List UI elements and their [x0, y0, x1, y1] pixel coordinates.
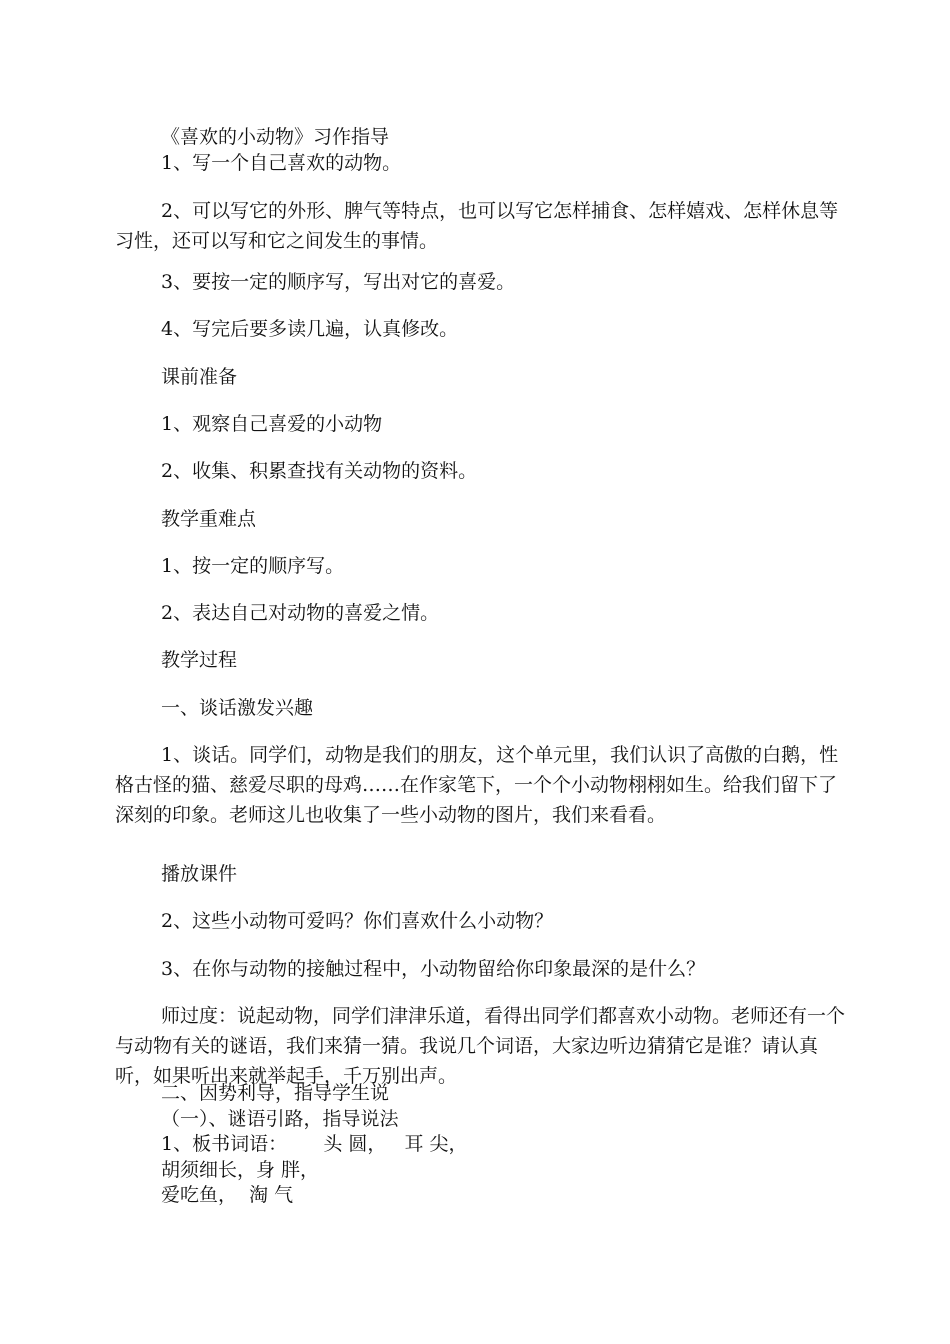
requirement-1: 1、写一个自己喜欢的动物。: [161, 152, 402, 174]
key-heading: 教学重难点: [161, 508, 257, 530]
key-item-1: 1、按一定的顺序写。: [161, 555, 345, 577]
process-heading: 教学过程: [161, 649, 238, 671]
play-courseware: 播放课件: [161, 863, 238, 885]
board-words-line-1: 1、板书词语： 头 圆， 耳 尖，: [161, 1133, 468, 1155]
question-2: 2、这些小动物可爱吗？你们喜欢什么小动物？: [161, 910, 554, 932]
section-1-heading: 一、谈话激发兴趣: [161, 697, 314, 719]
question-3: 3、在你与动物的接触过程中，小动物留给你印象最深的是什么？: [161, 958, 706, 980]
transition-paragraph: 师过度：说起动物，同学们津津乐道，看得出同学们都喜欢小动物。老师还有一个与动物有关的谜语，我们来猜一猜。我说几个词语，大家边听边猜猜它是谁？请认真听，如果听出来就举起手，千万别出声。: [115, 1005, 846, 1087]
board-words-line-3: 爱吃鱼， 淘 气: [161, 1184, 294, 1206]
prep-item-1: 1、观察自己喜爱的小动物: [161, 413, 383, 435]
board-words-line-2: 胡须细长，身 胖，: [161, 1159, 320, 1181]
prep-heading: 课前准备: [161, 366, 238, 388]
prep-item-2: 2、收集、积累查找有关动物的资料。: [161, 460, 478, 482]
requirement-3: 3、要按一定的顺序写，写出对它的喜爱。: [161, 271, 516, 293]
requirement-4: 4、写完后要多读几遍，认真修改。: [161, 318, 459, 340]
section-2-heading: 二、因势利导，指导学生说: [161, 1082, 390, 1104]
document-title: 《喜欢的小动物》习作指导: [161, 126, 390, 148]
talk-paragraph: 1、谈话。同学们，动物是我们的朋友，这个单元里，我们认识了高傲的白鹅，性格古怪的猫、慈爱尽职的母鸡……在作家笔下，一个个小动物栩栩如生。给我们留下了深刻的印象。老师这儿也收集了一些小动物的图片，我们来看看。: [115, 744, 839, 826]
key-item-2: 2、表达自己对动物的喜爱之情。: [161, 602, 440, 624]
subsection-1-heading: （一）、谜语引路，指导说法: [161, 1108, 399, 1130]
requirement-2: 2、可以写它的外形、脾气等特点，也可以写它怎样捕食、怎样嬉戏、怎样休息等习性，还可以写和它之间发生的事情。: [115, 200, 839, 252]
